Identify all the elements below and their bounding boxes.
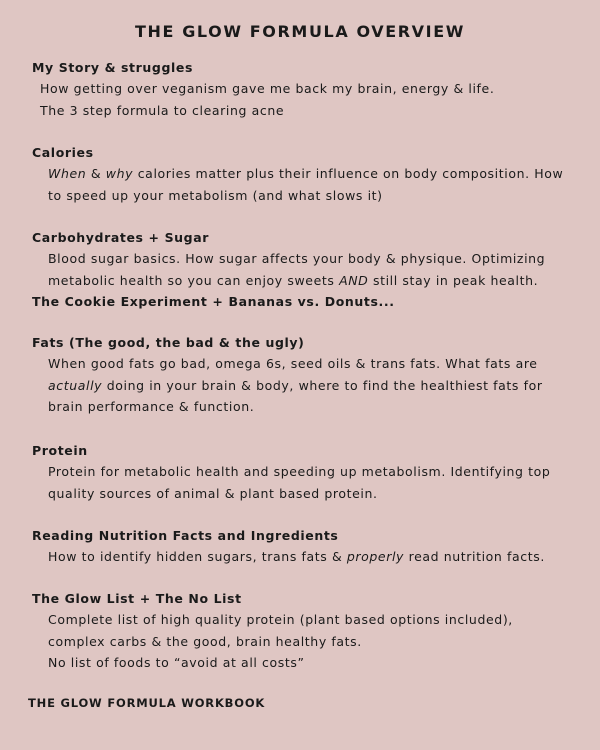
section-body [32, 461, 588, 504]
body-text-span: read nutrition facts. [404, 549, 545, 564]
body-line: How getting over veganism gave me back my brain, energy & life. [40, 81, 495, 96]
section-carbohydrates [32, 227, 588, 312]
section-heading: Calories [32, 145, 94, 160]
page-title: THE GLOW FORMULA OVERVIEW [134, 22, 465, 41]
section-body [32, 353, 588, 418]
body-line: Protein for metabolic health and speeding up metabolism. Identifying top [48, 464, 551, 479]
body-line [48, 270, 588, 292]
section-body [32, 546, 588, 568]
section-body [32, 248, 588, 291]
section-fats [32, 332, 588, 418]
section-heading: Protein [32, 443, 88, 458]
section-heading: Fats (The good, the bad & the ugly) [32, 335, 305, 350]
section-calories [32, 142, 588, 206]
body-line: Complete list of high quality protein (plant based options included), [48, 612, 513, 627]
section-reading-nutrition [32, 525, 588, 568]
section-body [32, 163, 588, 206]
body-line [48, 546, 588, 568]
body-line: to speed up your metabolism (and what slows it) [48, 187, 383, 203]
body-text-span: How to identify hidden sugars, trans fats & [48, 549, 347, 564]
section-heading: My Story & struggles [32, 60, 193, 75]
section-subheading: The Cookie Experiment + Bananas vs. Donuts... [32, 294, 395, 309]
emphasis-text: When [48, 166, 87, 181]
emphasis-text: AND [339, 272, 369, 288]
section-my-story [32, 57, 588, 121]
body-line: Blood sugar basics. How sugar affects your body & physique. Optimizing [48, 251, 546, 266]
body-line: quality sources of animal & plant based protein. [48, 485, 378, 501]
body-text-span: still stay in peak health. [368, 272, 539, 288]
body-text-span: calories matter plus their influence on body composition. How [133, 166, 564, 181]
section-body [32, 609, 588, 674]
body-line: No list of foods to “avoid at all costs” [48, 655, 305, 670]
section-heading: Carbohydrates + Sugar [32, 230, 210, 245]
emphasis-text: actually [48, 377, 103, 393]
section-body [32, 78, 588, 121]
section-heading: The Glow List + The No List [32, 591, 242, 606]
body-text-span: metabolic health so you can enjoy sweets [48, 272, 340, 288]
body-text-span: & [86, 166, 106, 181]
body-line [48, 375, 588, 397]
workbook-footer: THE GLOW FORMULA WORKBOOK [28, 696, 266, 710]
section-protein [32, 440, 588, 504]
body-line: complex carbs & the good, brain healthy fats. [48, 633, 362, 649]
body-line: When good fats go bad, omega 6s, seed oils & trans fats. What fats are [48, 356, 538, 371]
section-glow-list [32, 588, 588, 674]
emphasis-text: properly [346, 549, 405, 564]
body-line: brain performance & function. [48, 399, 255, 414]
section-heading: Reading Nutrition Facts and Ingredients [32, 528, 339, 543]
body-line: The 3 step formula to clearing acne [40, 102, 285, 118]
body-text-span: doing in your brain & body, where to find the healthiest fats for [102, 377, 543, 393]
body-line [48, 163, 588, 185]
emphasis-text: why [105, 166, 134, 181]
